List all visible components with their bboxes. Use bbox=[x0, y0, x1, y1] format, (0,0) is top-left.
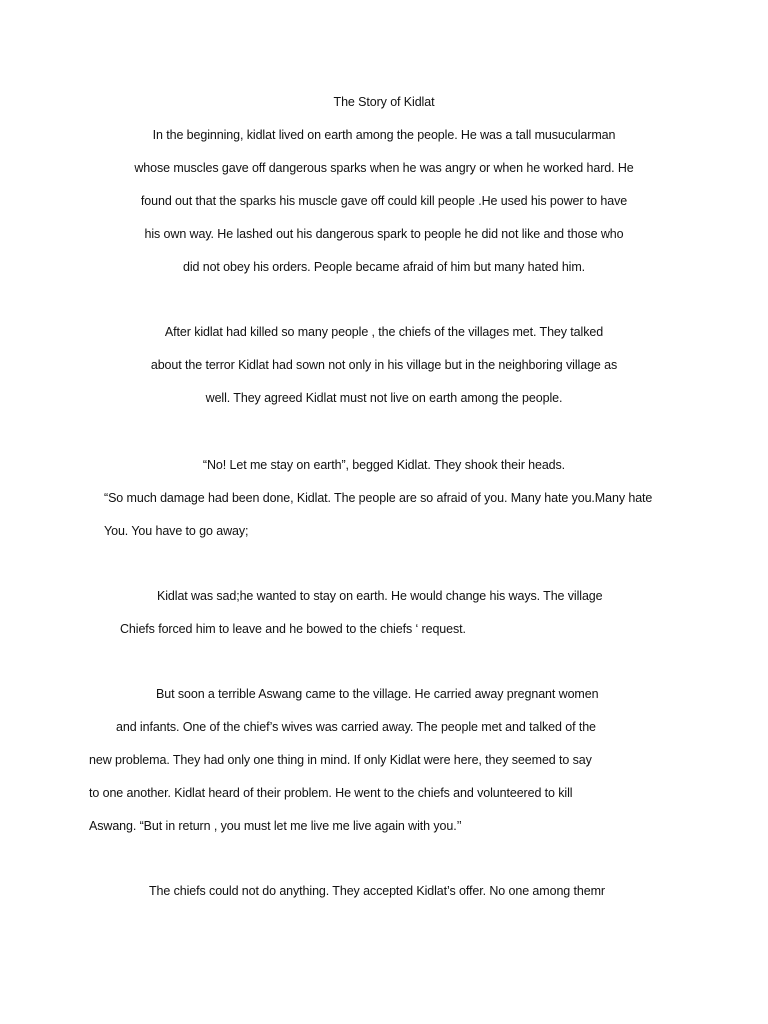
paragraph-2-line-3: well. They agreed Kidlat must not live on earth among the people. bbox=[205, 391, 563, 405]
paragraph-4-line-1: Kidlat was sad;he wanted to stay on earth. He would change his ways. The village bbox=[157, 589, 603, 603]
paragraph-1-line-3: found out that the sparks his muscle gave off could kill people .He used his power to have bbox=[140, 194, 628, 208]
paragraph-6-line-1: The chiefs could not do anything. They accepted Kidlat’s offer. No one among themr bbox=[149, 884, 605, 898]
paragraph-2-line-2: about the terror Kidlat had sown not only in his village but in the neighboring village as bbox=[150, 358, 618, 372]
paragraph-1-line-2: whose muscles gave off dangerous sparks when he was angry or when he worked hard. He bbox=[134, 161, 634, 175]
paragraph-3-line-3: You. You have to go away; bbox=[104, 524, 249, 538]
paragraph-1-line-5: did not obey his orders. People became afraid of him but many hated him. bbox=[182, 260, 586, 274]
paragraph-5-line-1: But soon a terrible Aswang came to the village. He carried away pregnant women bbox=[156, 687, 599, 701]
page-title: The Story of Kidlat bbox=[333, 95, 435, 109]
paragraph-1-line-4: his own way. He lashed out his dangerous spark to people he did not like and those who bbox=[144, 227, 624, 241]
paragraph-5-line-3: new problema. They had only one thing in mind. If only Kidlat were here, they seemed to say bbox=[89, 753, 592, 767]
paragraph-5-line-4: to one another. Kidlat heard of their problem. He went to the chiefs and volunteered to kill bbox=[89, 786, 573, 800]
paragraph-1-line-1: In the beginning, kidlat lived on earth among the people. He was a tall musucularman bbox=[152, 128, 616, 142]
paragraph-3-line-2: “So much damage had been done, Kidlat. The people are so afraid of you. Many hate you.Many hate bbox=[104, 491, 653, 505]
paragraph-3-line-1: “No! Let me stay on earth”, begged Kidlat. They shook their heads. bbox=[202, 458, 566, 472]
paragraph-4-line-2: Chiefs forced him to leave and he bowed to the chiefs ‘ request. bbox=[120, 622, 466, 636]
paragraph-5-line-5: Aswang. “But in return , you must let me live me live again with you.’’ bbox=[89, 819, 462, 833]
paragraph-5-line-2: and infants. One of the chief’s wives was carried away. The people met and talked of the bbox=[116, 720, 596, 734]
paragraph-2-line-1: After kidlat had killed so many people , the chiefs of the villages met. They talked bbox=[164, 325, 604, 339]
